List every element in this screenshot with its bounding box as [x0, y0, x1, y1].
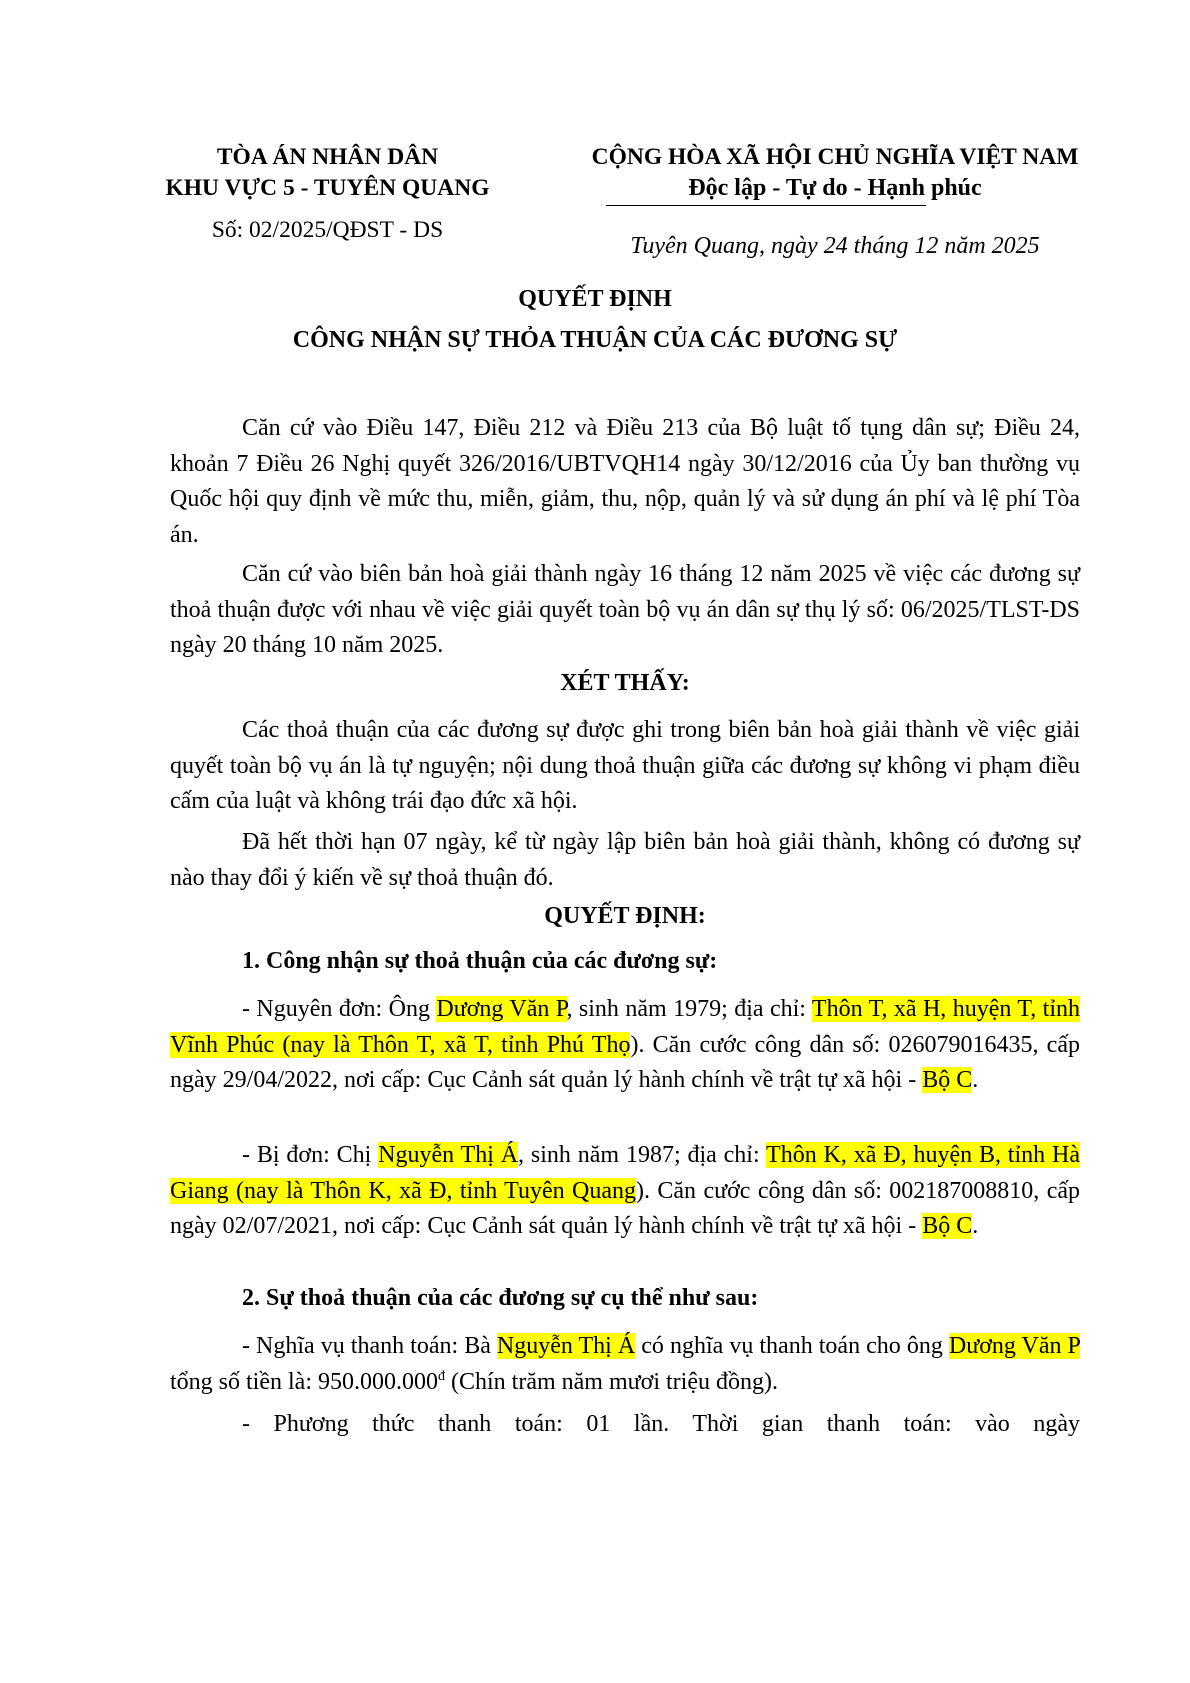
defendant-paragraph — [170, 1138, 1080, 1245]
plaintiff-ministry: Bộ C — [922, 1067, 973, 1093]
defendant-name: Nguyễn Thị Á — [378, 1142, 519, 1168]
findings-paragraph-1: Các thoả thuận của các đương sự được ghi trong biên bản hoà giải thành về việc giải quyết toàn bộ vụ án là tự nguyện; nội dung thoả thuận giữa các đương sự không vi phạm điều cấm của luật và không trái đạo đức xã hội. — [170, 717, 1080, 814]
defendant-birth: , sinh năm 1987; địa chỉ: — [518, 1142, 767, 1168]
payment-prefix: - Nghĩa vụ thanh toán: Bà — [242, 1333, 497, 1359]
defendant-ministry: Bộ C — [922, 1213, 973, 1239]
motto-underline — [606, 205, 926, 206]
defendant-end: . — [972, 1213, 979, 1239]
court-name — [140, 142, 515, 204]
legal-basis-paragraph: Căn cứ vào Điều 147, Điều 212 và Điều 213 của Bộ luật tố tụng dân sự; Điều 24, khoản 7 Điều 26 Nghị quyết 326/2016/UBTVQH14 ngày 30/12/2016 của Ủy ban thường vụ Quốc hội quy định về mức thu, miễn, giảm, thu, nộp, quản lý và sử dụng án phí và lệ phí Tòa án. — [170, 415, 1080, 548]
plaintiff-id: ). Căn cước công dân số: 026079016435, cấp ngày 29/04/2022, nơi cấp: Cục Cảnh sát quản lý hành chính về trật tự xã hội - — [170, 1031, 1080, 1093]
defendant-address: Thôn K, xã Đ, huyện B, tỉnh Hà Giang (nay là Thôn K, xã Đ, tỉnh Tuyên Quang — [170, 1142, 1080, 1204]
document-subtitle: CÔNG NHẬN SỰ THỎA THUẬN CỦA CÁC ĐƯƠNG SỰ — [292, 327, 898, 353]
document-title: QUYẾT ĐỊNH — [518, 286, 672, 312]
payment-middle: có nghĩa vụ thanh toán cho ông — [635, 1333, 949, 1359]
plaintiff-prefix: - Nguyên đơn: Ông — [242, 996, 437, 1022]
findings-paragraph-2: Đã hết thời hạn 07 ngày, kể từ ngày lập biên bản hoà giải thành, không có đương sự nào thay đổi ý kiến về sự thoả thuận đó. — [170, 829, 1080, 891]
republic-header — [540, 142, 1130, 204]
document-date: Tuyên Quang, ngày 24 tháng 12 năm 2025 — [630, 233, 1040, 259]
court-line1: TÒA ÁN NHÂN DÂN — [216, 144, 439, 170]
plaintiff-paragraph — [170, 992, 1080, 1099]
plaintiff-end: . — [972, 1067, 979, 1093]
payment-payee: Dương Văn P — [948, 1333, 1080, 1359]
defendant-prefix: - Bị đơn: Chị — [242, 1142, 379, 1168]
plaintiff-address: Thôn T, xã H, huyện T, tỉnh Vĩnh Phúc (nay là Thôn T, xã T, tỉnh Phú Thọ — [170, 996, 1080, 1058]
findings-heading: XÉT THẤY: — [560, 670, 690, 696]
section1-heading: 1. Công nhận sự thoả thuận của các đương sự: — [242, 948, 718, 974]
decision-heading: QUYẾT ĐỊNH: — [544, 903, 706, 929]
record-basis-paragraph: Căn cứ vào biên bản hoà giải thành ngày 16 tháng 12 năm 2025 về việc các đương sự thoả thuận được với nhau về việc giải quyết toàn bộ vụ án dân sự thụ lý số: 06/2025/TLST-DS ngày 20 tháng 10 năm 2025. — [170, 561, 1080, 658]
payment-currency: đ — [437, 1368, 445, 1384]
payment-payer: Nguyễn Thị Á — [496, 1333, 636, 1359]
national-motto: Độc lập - Tự do - Hạnh phúc — [688, 175, 982, 201]
plaintiff-name: Dương Văn P — [436, 996, 567, 1022]
plaintiff-birth: , sinh năm 1979; địa chỉ: — [566, 996, 812, 1022]
defendant-id: ). Căn cước công dân số: 002187008810, cấp ngày 02/07/2021, nơi cấp: Cục Cảnh sát quản lý hành chính về trật tự xã hội - — [170, 1177, 1081, 1239]
payment-amount-words: (Chín trăm năm mươi triệu đồng). — [444, 1368, 778, 1395]
court-line2: KHU VỰC 5 - TUYÊN QUANG — [165, 175, 490, 201]
document-number: Số: 02/2025/QĐST - DS — [211, 217, 444, 243]
payment-paragraph — [170, 1329, 1080, 1400]
method-paragraph: - Phương thức thanh toán: 01 lần. Thời gian thanh toán: vào ngày — [242, 1411, 1080, 1437]
republic-name: CỘNG HÒA XÃ HỘI CHỦ NGHĨA VIỆT NAM — [591, 144, 1079, 170]
section2-heading: 2. Sự thoả thuận của các đương sự cụ thể như sau: — [242, 1285, 759, 1311]
payment-amount: tổng số tiền là: 950.000.000 — [170, 1368, 438, 1395]
